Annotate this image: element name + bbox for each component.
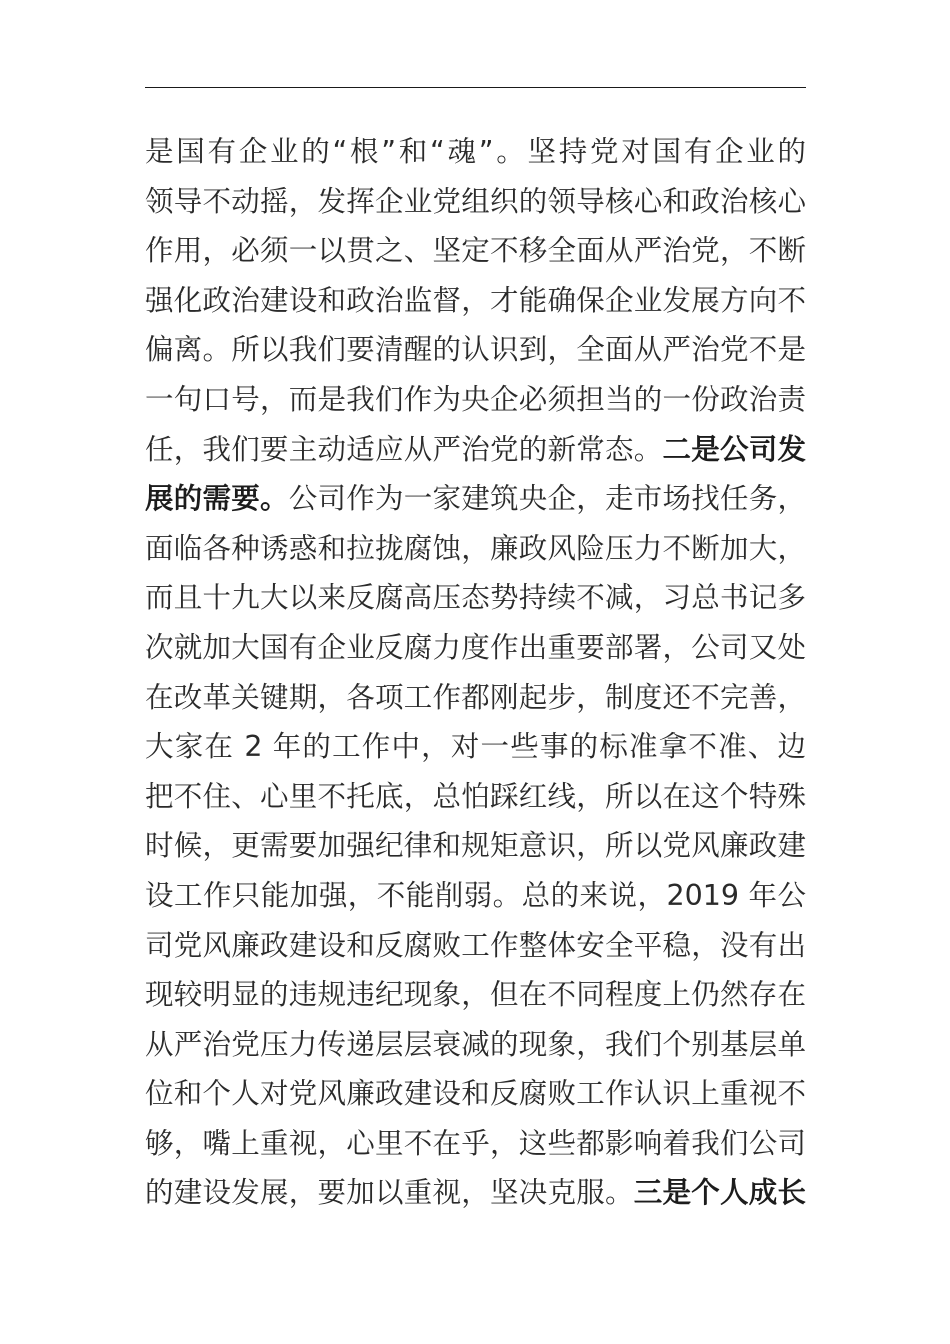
line-text: 现较明显的违规违纪现象，但在不同程度上仍然存在 <box>145 978 806 1012</box>
line-text: 任，我们要主动适应从严治党的新常态。 <box>145 432 663 466</box>
line-text: 偏离。所以我们要清醒的认识到，全面从严治党不是 <box>145 333 806 367</box>
line-text: 次就加大国有企业反腐力度作出重要部署，公司又处 <box>145 630 806 664</box>
text-line <box>145 673 806 723</box>
line-text: 面临各种诱惑和拉拢腐蚀，廉政风险压力不断加大， <box>145 531 806 565</box>
text-line <box>145 722 806 772</box>
line-text: 领导不动摇，发挥企业党组织的领导核心和政治核心 <box>145 184 806 218</box>
header-rule <box>145 87 806 88</box>
text-line <box>145 623 806 673</box>
line-text: 而且十九大以来反腐高压态势持续不减，习总书记多 <box>145 581 806 615</box>
text-line <box>145 772 806 822</box>
text-line <box>145 1020 806 1070</box>
text-line <box>145 474 806 524</box>
line-text: 大家在 2 年的工作中，对一些事的标准拿不准、边 <box>145 730 806 764</box>
line-text: 作用，必须一以贯之、坚定不移全面从严治党，不断 <box>145 234 806 268</box>
text-line <box>145 970 806 1020</box>
bold-heading-text: 展的需要。 <box>145 482 289 516</box>
body-text <box>145 127 806 1218</box>
text-line <box>145 1069 806 1119</box>
text-line <box>145 177 806 227</box>
text-line <box>145 1119 806 1169</box>
line-text: 司党风廉政建设和反腐败工作整体安全平稳，没有出 <box>145 928 806 962</box>
text-line <box>145 1168 806 1218</box>
text-line <box>145 821 806 871</box>
line-text: 在改革关键期，各项工作都刚起步，制度还不完善， <box>145 680 806 714</box>
text-line <box>145 921 806 971</box>
text-line <box>145 871 806 921</box>
bold-heading-text: 三是个人成长 <box>633 1176 806 1210</box>
line-text: 位和个人对党风廉政建设和反腐败工作认识上重视不 <box>145 1077 806 1111</box>
line-text: 强化政治建设和政治监督，才能确保企业发展方向不 <box>145 283 806 317</box>
text-line <box>145 425 806 475</box>
line-text: 公司作为一家建筑央企，走市场找任务， <box>288 482 806 516</box>
bold-heading-text: 二是公司发 <box>662 432 806 466</box>
text-line <box>145 524 806 574</box>
line-text: 的建设发展，要加以重视，坚决克服。 <box>145 1176 634 1210</box>
line-text: 从严治党压力传递层层衰减的现象，我们个别基层单 <box>145 1027 806 1061</box>
line-text: 时候，更需要加强纪律和规矩意识，所以党风廉政建 <box>145 829 806 863</box>
line-text: 一句口号，而是我们作为央企必须担当的一份政治责 <box>145 382 806 416</box>
text-line <box>145 325 806 375</box>
line-text: 把不住、心里不托底，总怕踩红线，所以在这个特殊 <box>145 779 806 813</box>
text-line <box>145 226 806 276</box>
line-text: 设工作只能加强，不能削弱。总的来说，2019 年公 <box>145 878 806 912</box>
text-line <box>145 375 806 425</box>
text-line <box>145 127 806 177</box>
line-text: 够，嘴上重视，心里不在乎，这些都影响着我们公司 <box>145 1126 806 1160</box>
line-text: 是国有企业的“根”和“魂”。坚持党对国有企业的 <box>145 135 806 168</box>
text-line <box>145 573 806 623</box>
text-line <box>145 276 806 326</box>
